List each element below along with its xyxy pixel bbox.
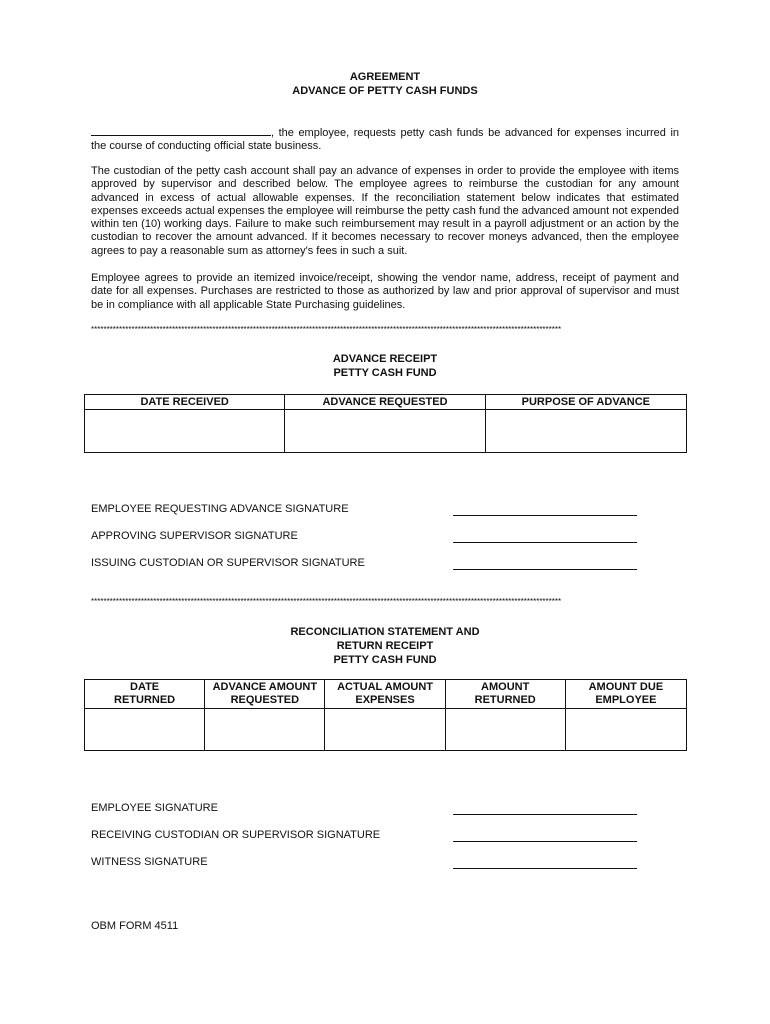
witness-signature-label: WITNESS SIGNATURE (91, 856, 208, 868)
agreement-paragraph-1 (91, 125, 679, 154)
purpose-of-advance-cell[interactable] (485, 410, 686, 453)
column-header-advance-requested: ADVANCE REQUESTED (285, 395, 485, 410)
separator-stars: ******************************************************************************************************************************************************* (91, 325, 562, 334)
advance-receipt-table (84, 394, 687, 453)
column-header-advance-amount-requested: ADVANCE AMOUNT REQUESTED (205, 680, 325, 709)
issuing-custodian-signature-label: ISSUING CUSTODIAN OR SUPERVISOR SIGNATURE (91, 557, 365, 569)
form-number: OBM FORM 4511 (91, 920, 179, 932)
form-subtitle: ADVANCE OF PETTY CASH FUNDS (292, 85, 478, 97)
approving-supervisor-signature-line[interactable] (453, 542, 637, 543)
amount-due-employee-cell[interactable] (565, 709, 686, 751)
employee-requesting-signature-line[interactable] (453, 515, 637, 516)
reconciliation-table (84, 679, 687, 751)
column-header-purpose-of-advance: PURPOSE OF ADVANCE (485, 395, 686, 410)
date-returned-cell[interactable] (85, 709, 205, 751)
agreement-paragraph-2: The custodian of the petty cash account shall pay an advance of expenses in order to provide the employee with items approved by supervisor and described below. The employee agrees to reimburse the custodian for any amount advanced in excess of actual allowable expenses. If the reconciliation statement below indicates that estimated expenses exceeds actual expenses the employee will reimburse the petty cash fund the advanced amount not expended within ten (10) working days. Failure to make such reimbursement may result in a payroll adjustment or an action by the custodian to recover the amount advanced. If it becomes necessary to recover moneys advanced, then the employee agrees to pay a reasonable sum as attorney's fees in such a suit. (91, 165, 679, 257)
column-header-date-returned: DATE RETURNED (85, 680, 205, 709)
reconciliation-title: RECONCILIATION STATEMENT AND (290, 626, 480, 638)
column-header-amount-returned: AMOUNT RETURNED (445, 680, 565, 709)
separator-stars: ******************************************************************************************************************************************************* (91, 597, 562, 606)
column-header-date-received: DATE RECEIVED (85, 395, 285, 410)
advance-amount-requested-cell[interactable] (205, 709, 325, 751)
employee-signature-label: EMPLOYEE SIGNATURE (91, 802, 218, 814)
column-header-amount-due-employee: AMOUNT DUE EMPLOYEE (565, 680, 686, 709)
witness-signature-line[interactable] (453, 868, 637, 869)
advance-receipt-subtitle: PETTY CASH FUND (333, 367, 437, 379)
advance-requested-cell[interactable] (285, 410, 485, 453)
employee-signature-line[interactable] (453, 814, 637, 815)
reconciliation-subtitle: RETURN RECEIPT (336, 640, 434, 652)
agreement-paragraph-3: Employee agrees to provide an itemized invoice/receipt, showing the vendor name, address, receipt of payment and date for all expenses. Purchases are restricted to those as authorized by law and prior approval of supervisor and must be in compliance with all applicable State Purchasing guidelines. (91, 272, 679, 311)
receiving-custodian-signature-label: RECEIVING CUSTODIAN OR SUPERVISOR SIGNATURE (91, 829, 381, 841)
form-title: AGREEMENT (349, 71, 421, 83)
issuing-custodian-signature-line[interactable] (453, 569, 637, 570)
receiving-custodian-signature-line[interactable] (453, 841, 637, 842)
reconciliation-subtitle-2: PETTY CASH FUND (333, 654, 437, 666)
employee-name-field[interactable] (91, 125, 271, 136)
employee-requesting-signature-label: EMPLOYEE REQUESTING ADVANCE SIGNATURE (91, 503, 349, 515)
agreement-paragraph-1-text: , the employee, requests petty cash funds be advanced for expenses incurred in the course of conducting official state business. (91, 127, 679, 153)
date-received-cell[interactable] (85, 410, 285, 453)
advance-receipt-title: ADVANCE RECEIPT (332, 353, 438, 365)
column-header-actual-amount-expenses: ACTUAL AMOUNT EXPENSES (325, 680, 445, 709)
amount-returned-cell[interactable] (445, 709, 565, 751)
approving-supervisor-signature-label: APPROVING SUPERVISOR SIGNATURE (91, 530, 298, 542)
actual-amount-expenses-cell[interactable] (325, 709, 445, 751)
